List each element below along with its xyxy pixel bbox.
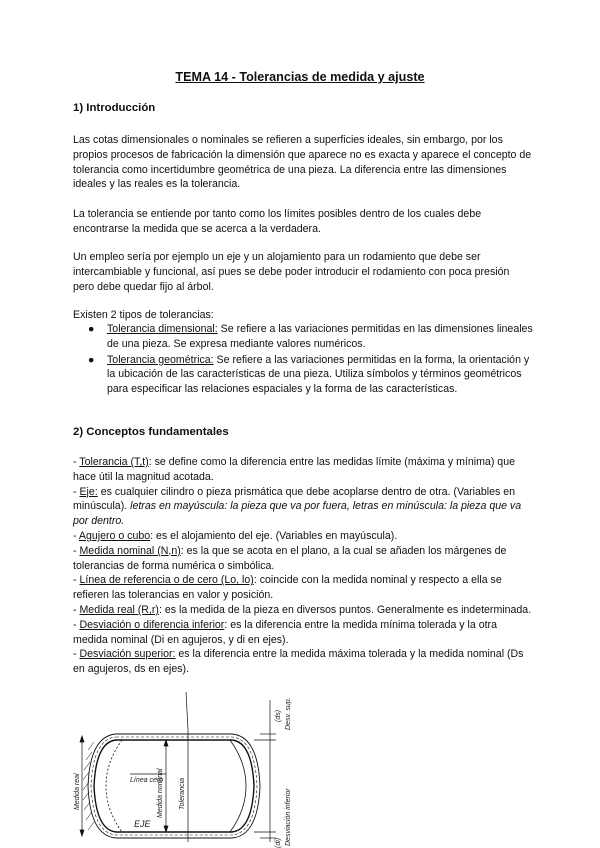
dimension-lines (80, 692, 276, 842)
bullet-icon: ● (88, 353, 95, 366)
label-desv-sup: Desv. sup. (285, 697, 292, 730)
label-eje: EJE (134, 819, 151, 829)
concept-term: Medida nominal (N,n) (79, 544, 181, 557)
list-item (73, 544, 533, 574)
dash: - (73, 456, 80, 468)
bullet-text: Se refiere a las variaciones permitidas en las dimensiones lineales de una pieza. Se expresa mediante valores numéricos. (107, 323, 533, 350)
dash: - (73, 529, 79, 542)
concept-term: Medida real (R,r) (79, 603, 159, 616)
list-item (73, 455, 533, 485)
concept-text: : se define como la diferencia entre las medidas límite (máxima y mínima) que hace útil la magnitud acotada. (73, 456, 515, 483)
list-item (73, 485, 533, 529)
concept-term: Línea de referencia o de cero (Lo, lo) (79, 574, 254, 587)
dash: - (73, 603, 80, 616)
label-ds: (ds) (275, 709, 282, 722)
concept-text: : es la que se acota en el plano, a la cual se añaden los márgenes de tolerancias de forma numérica o simbólica. (73, 544, 507, 572)
label-di: (di) (275, 837, 282, 848)
concepts-list (73, 455, 533, 677)
page-title: TEMA 14 - Tolerancias de medida y ajuste (175, 70, 425, 84)
concept-term: Eje: (79, 485, 98, 498)
intro-paragraph-2: La tolerancia se entiende por tanto como los límites posibles dentro de los cuales debe encontrarse la medida que se acerca a la verdadera. (73, 208, 482, 235)
dash: - (73, 485, 80, 498)
hatch-left (83, 742, 94, 830)
concept-term: Tolerancia (T,t) (79, 456, 149, 468)
tolerance-types-list (73, 322, 533, 398)
dash: - (73, 618, 80, 631)
concept-term: Desviación superior: (79, 648, 176, 661)
intro-heading: 1) Introducción (73, 102, 156, 114)
list-item (73, 618, 533, 648)
label-medida-nominal: Medida nominal (157, 768, 164, 818)
types-intro: Existen 2 tipos de tolerancias: (73, 309, 214, 321)
concept-text: : es el alojamiento del eje. (Variables en mayúscula). (150, 529, 398, 542)
shaft-tolerance-figure (70, 690, 300, 848)
label-linea-cero: Línea cero (130, 777, 164, 784)
bullet-term: Tolerancia dimensional: (107, 323, 218, 335)
bullet-icon: ● (88, 323, 95, 335)
dash: - (73, 574, 80, 587)
concept-text: es la diferencia entre la medida máxima tolerada y la medida nominal (Ds en agujeros, ds en ejes). (73, 648, 524, 676)
bullet-term: Tolerancia geométrica: (107, 353, 214, 366)
label-medida-real: Medida real (74, 773, 81, 810)
list-item (73, 322, 533, 352)
dash: - (73, 648, 80, 661)
concept-text: es cualquier cilindro o pieza prismática que debe acoplarse dentro de otra. (Variables en minúscula). (73, 485, 516, 513)
dash: - (73, 544, 80, 557)
concept-term: Desviación o diferencia inferior (79, 618, 225, 631)
bullet-text: Se refiere a las variaciones permitidas en la forma, la orientación y la ubicación de las características de una pieza. Utiliza símbolos y términos geométricos para especificar las relaciones espaciales y la forma de las características. (107, 353, 530, 396)
concept-text: : coincide con la medida nominal y respecto a ella se refieren las tolerancias en valor y posición. (73, 574, 502, 602)
list-item (73, 573, 533, 603)
list-item (73, 603, 533, 618)
concept-text: : es la medida de la pieza en diversos puntos. Generalmente es indeterminada. (158, 603, 532, 616)
label-desv-inf: Desviación inferior (285, 788, 292, 846)
label-tolerancia: Tolerancia (179, 777, 186, 810)
shaft-outline (88, 734, 260, 838)
intro-paragraph-1: Las cotas dimensionales o nominales se refieren a superficies ideales, sin embargo, por los propios procesos de fabricación la dimensión que aparece no es exacta y aparece el concepto de tolerancia como incertidumbre geométrica de una pieza. La diferencia entre las dimensiones ideales y las reales es la tolerancia. (73, 134, 532, 191)
concept-term: Agujero o cubo (78, 529, 151, 542)
concept-note: letras en mayúscula: la pieza que va por fuera, letras en minúscula: la pieza que va por dentro. (73, 500, 522, 528)
list-item (73, 529, 533, 544)
concepts-heading: 2) Conceptos fundamentales (73, 426, 229, 438)
list-item (73, 353, 533, 397)
list-item (73, 647, 533, 677)
concept-text: : es la diferencia entre la medida mínima tolerada y la otra medida nominal (Di en agujeros, y di en ejes). (73, 618, 497, 646)
intro-paragraph-3: Un empleo sería por ejemplo un eje y un alojamiento para un rodamiento que debe ser intercambiable y funcional, así pues se debe poder introducir el rodamiento con poca presión pero debe quedar fijo al árbol. (73, 251, 510, 293)
